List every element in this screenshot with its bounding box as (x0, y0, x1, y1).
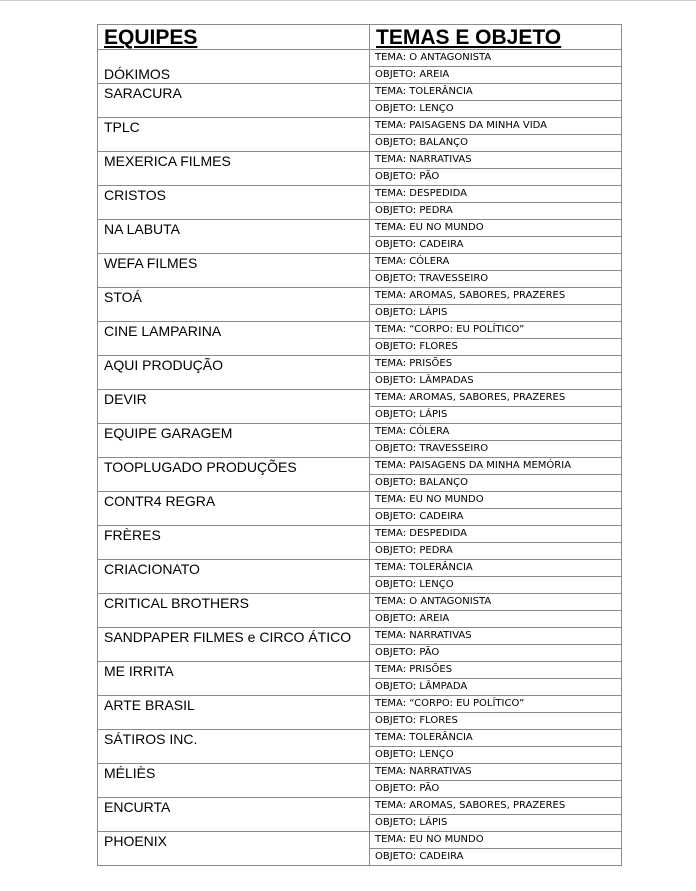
table-row (98, 220, 622, 254)
table-row (98, 594, 622, 628)
table-row (98, 356, 622, 390)
team-name-cell: FRÈRES (98, 526, 370, 560)
objeto-text: OBJETO: FLORES (375, 715, 458, 726)
team-name-cell: CRISTOS (98, 186, 370, 220)
theme-object-cell (370, 492, 622, 526)
table-row (98, 118, 622, 152)
table-row (98, 424, 622, 458)
theme-object-cell (370, 798, 622, 832)
table-row (98, 152, 622, 186)
tema-text: TEMA: PAISAGENS DA MINHA MEMÓRIA (370, 458, 621, 475)
table-row (98, 458, 622, 492)
team-name-cell: DEVIR (98, 390, 370, 424)
theme-object-cell (370, 764, 622, 798)
table-row (98, 322, 622, 356)
theme-object-cell (370, 220, 622, 254)
theme-object-cell (370, 662, 622, 696)
teams-themes-table (97, 24, 622, 866)
team-name-cell: NA LABUTA (98, 220, 370, 254)
objeto-text: OBJETO: LENÇO (375, 749, 454, 760)
team-name-cell: MÉLIÈS (98, 764, 370, 798)
tema-text: TEMA: PRISÕES (370, 662, 621, 679)
objeto-text: OBJETO: LÁPIS (375, 817, 448, 828)
page-top-divider (0, 0, 696, 1)
tema-text: TEMA: NARRATIVAS (370, 764, 621, 781)
team-name-cell: TOOPLUGADO PRODUÇÕES (98, 458, 370, 492)
table-row (98, 390, 622, 424)
theme-object-cell (370, 118, 622, 152)
theme-object-cell (370, 50, 622, 84)
objeto-text: OBJETO: PÃO (375, 783, 440, 794)
tema-text: TEMA: TOLERÂNCIA (370, 730, 621, 747)
tema-text: TEMA: EU NO MUNDO (370, 220, 621, 237)
team-name-cell: STOÁ (98, 288, 370, 322)
objeto-text: OBJETO: AREIA (375, 69, 450, 80)
table-row (98, 84, 622, 118)
theme-object-cell (370, 560, 622, 594)
tema-text: TEMA: CÓLERA (370, 424, 621, 441)
table-row (98, 832, 622, 866)
objeto-text: OBJETO: BALANÇO (375, 477, 469, 488)
team-name-cell: CINE LAMPARINA (98, 322, 370, 356)
table-row (98, 492, 622, 526)
header-equipes: EQUIPES (98, 25, 370, 50)
team-name-cell: TPLC (98, 118, 370, 152)
header-temas-e-objeto: TEMAS E OBJETO (370, 25, 622, 50)
table-row (98, 764, 622, 798)
tema-text: TEMA: AROMAS, SABORES, PRAZERES (370, 390, 621, 407)
objeto-text: OBJETO: LENÇO (375, 579, 454, 590)
theme-object-cell (370, 322, 622, 356)
table-header-row (98, 25, 622, 50)
table-row (98, 730, 622, 764)
objeto-text: OBJETO: FLORES (375, 341, 458, 352)
objeto-text: OBJETO: LÂMPADAS (375, 375, 474, 386)
tema-text: TEMA: “CORPO: EU POLÍTICO” (370, 696, 621, 713)
objeto-text: OBJETO: PEDRA (375, 545, 453, 556)
table-row (98, 50, 622, 84)
theme-object-cell (370, 424, 622, 458)
table-row (98, 662, 622, 696)
tema-text: TEMA: O ANTAGONISTA (370, 594, 621, 611)
team-name-cell: CRIACIONATO (98, 560, 370, 594)
theme-object-cell (370, 526, 622, 560)
table-row (98, 560, 622, 594)
table-row (98, 628, 622, 662)
table-row (98, 696, 622, 730)
table-body (98, 50, 622, 866)
table-row (98, 798, 622, 832)
objeto-text: OBJETO: LÁPIS (375, 409, 448, 420)
team-name-cell: SANDPAPER FILMES e CIRCO ÁTICO (98, 628, 370, 662)
team-name-cell: EQUIPE GARAGEM (98, 424, 370, 458)
objeto-text: OBJETO: CADEIRA (375, 851, 464, 862)
tema-text: TEMA: DESPEDIDA (370, 186, 621, 203)
tema-text: TEMA: AROMAS, SABORES, PRAZERES (370, 288, 621, 305)
team-name-cell: SÁTIROS INC. (98, 730, 370, 764)
team-name-cell: PHOENIX (98, 832, 370, 866)
theme-object-cell (370, 152, 622, 186)
tema-text: TEMA: DESPEDIDA (370, 526, 621, 543)
team-name-cell: ENCURTA (98, 798, 370, 832)
team-name-cell: WEFA FILMES (98, 254, 370, 288)
tema-text: TEMA: NARRATIVAS (370, 152, 621, 169)
objeto-text: OBJETO: PEDRA (375, 205, 453, 216)
objeto-text: OBJETO: LÂMPADA (375, 681, 468, 692)
table-row (98, 186, 622, 220)
theme-object-cell (370, 696, 622, 730)
team-name-cell: SARACURA (98, 84, 370, 118)
tema-text: TEMA: CÓLERA (370, 254, 621, 271)
tema-text: TEMA: EU NO MUNDO (370, 492, 621, 509)
theme-object-cell (370, 254, 622, 288)
objeto-text: OBJETO: TRAVESSEIRO (375, 273, 489, 284)
team-name-cell: CRITICAL BROTHERS (98, 594, 370, 628)
tema-text: TEMA: EU NO MUNDO (370, 832, 621, 849)
tema-text: TEMA: TOLERÂNCIA (370, 560, 621, 577)
theme-object-cell (370, 186, 622, 220)
team-name-cell: DÓKIMOS (98, 50, 370, 84)
theme-object-cell (370, 832, 622, 866)
tema-text: TEMA: TOLERÂNCIA (370, 84, 621, 101)
tema-text: TEMA: PAISAGENS DA MINHA VIDA (370, 118, 621, 135)
team-name-cell: ME IRRITA (98, 662, 370, 696)
objeto-text: OBJETO: LENÇO (375, 103, 454, 114)
theme-object-cell (370, 84, 622, 118)
theme-object-cell (370, 390, 622, 424)
team-name-cell: CONTR4 REGRA (98, 492, 370, 526)
tema-text: TEMA: AROMAS, SABORES, PRAZERES (370, 798, 621, 815)
theme-object-cell (370, 594, 622, 628)
theme-object-cell (370, 730, 622, 764)
objeto-text: OBJETO: CADEIRA (375, 511, 464, 522)
table-row (98, 254, 622, 288)
theme-object-cell (370, 628, 622, 662)
tema-text: TEMA: NARRATIVAS (370, 628, 621, 645)
tema-text: TEMA: “CORPO: EU POLÍTICO” (370, 322, 621, 339)
objeto-text: OBJETO: BALANÇO (375, 137, 469, 148)
tema-text: TEMA: PRISÕES (370, 356, 621, 373)
objeto-text: OBJETO: LÁPIS (375, 307, 448, 318)
objeto-text: OBJETO: TRAVESSEIRO (375, 443, 489, 454)
team-name-cell: MEXERICA FILMES (98, 152, 370, 186)
objeto-text: OBJETO: CADEIRA (375, 239, 464, 250)
table-row (98, 288, 622, 322)
table-row (98, 526, 622, 560)
tema-text: TEMA: O ANTAGONISTA (370, 50, 621, 67)
theme-object-cell (370, 458, 622, 492)
objeto-text: OBJETO: AREIA (375, 613, 450, 624)
objeto-text: OBJETO: PÃO (375, 171, 440, 182)
theme-object-cell (370, 288, 622, 322)
theme-object-cell (370, 356, 622, 390)
objeto-text: OBJETO: PÃO (375, 647, 440, 658)
team-name-cell: AQUI PRODUÇÃO (98, 356, 370, 390)
team-name-cell: ARTE BRASIL (98, 696, 370, 730)
